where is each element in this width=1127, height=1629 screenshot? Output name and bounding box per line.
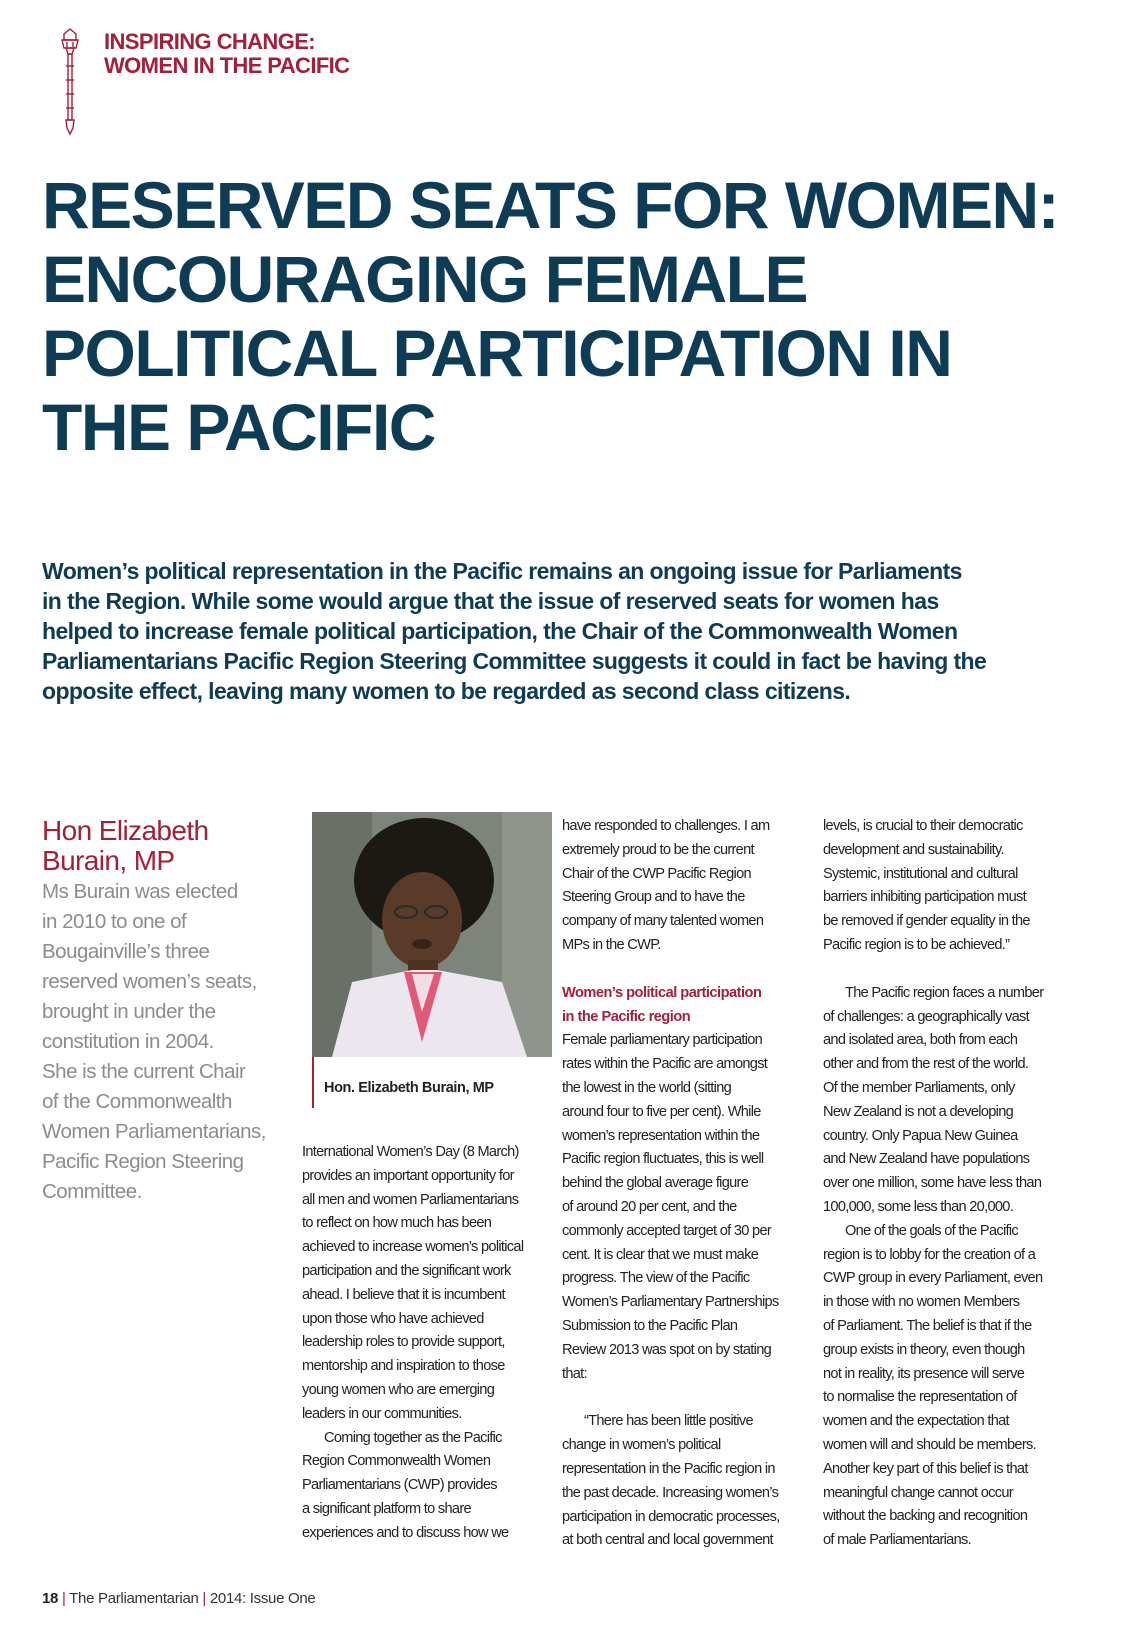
standfirst-line: Women’s political representation in the Pacific remains an ongoing issue for Parliaments [42, 558, 962, 584]
section-label-line: INSPIRING CHANGE: [104, 29, 316, 54]
body-line: upon those who have achieved [302, 1310, 484, 1327]
body-line: MPs in the CWP. [562, 936, 661, 953]
author-bio [42, 877, 292, 1207]
quote-line: the past decade. Increasing women’s [562, 1484, 779, 1501]
body-line: Steering Group and to have the [562, 889, 745, 906]
quote-line: barriers inhibiting participation must [823, 889, 1026, 906]
body-line: and isolated area, both from each [823, 1032, 1018, 1049]
photo-caption: Hon. Elizabeth Burain, MP [324, 1080, 494, 1096]
body-line: the lowest in the world (sitting [562, 1079, 732, 1096]
body-line: leaders in our communities. [302, 1405, 462, 1422]
body-line: Parliamentarians (CWP) provides [302, 1477, 497, 1494]
body-line: company of many talented women [562, 913, 764, 930]
body-line: country. Only Papua New Guinea [823, 1127, 1018, 1144]
body-line: women and the expectation that [823, 1413, 1009, 1430]
quote-line: participation in democratic processes, [562, 1508, 780, 1525]
body-line: behind the global average figure [562, 1175, 749, 1192]
body-line: without the backing and recognition [823, 1508, 1028, 1525]
author-name-line: Burain, MP [42, 845, 175, 876]
standfirst-line: opposite effect, leaving many women to be regarded as second class citizens. [42, 678, 851, 704]
quote-line: development and sustainability. [823, 841, 1004, 858]
author-bio-line: constitution in 2004. [42, 1030, 214, 1053]
publication-name: The Parliamentarian [69, 1590, 199, 1607]
article-column-3 [823, 815, 1068, 1553]
quote-line: levels, is crucial to their democratic [823, 818, 1023, 834]
body-line: of male Parliamentarians. [823, 1532, 971, 1549]
body-line: leadership roles to provide support, [302, 1334, 505, 1351]
body-line: to normalise the representation of [823, 1389, 1017, 1406]
quote-line: change in women’s political [562, 1437, 721, 1454]
body-line: Women’s Parliamentary Partnerships [562, 1294, 779, 1311]
section-subheading: Women’s political participation [562, 984, 762, 1001]
section-label-line: WOMEN IN THE PACIFIC [104, 53, 350, 78]
body-line: Chair of the CWP Pacific Region [562, 865, 751, 882]
body-line: Submission to the Pacific Plan [562, 1317, 738, 1334]
body-line: group exists in theory, even though [823, 1341, 1025, 1358]
section-label [104, 30, 349, 78]
author-bio-line: She is the current Chair [42, 1060, 246, 1083]
body-line: Coming together as the Pacific [324, 1429, 502, 1446]
headline-line: ENCOURAGING FEMALE [42, 242, 807, 316]
body-line: experiences and to discuss how we [302, 1524, 509, 1541]
body-line: progress. The view of the Pacific [562, 1270, 750, 1287]
body-line: One of the goals of the Pacific [845, 1222, 1018, 1239]
standfirst-line: Parliamentarians Pacific Region Steering Committee suggests it could in fact be having the [42, 648, 987, 674]
author-bio-line: of the Commonwealth [42, 1090, 232, 1113]
body-line: Female parliamentary participation [562, 1032, 763, 1049]
headline-line: THE PACIFIC [42, 390, 435, 464]
section-subheading: in the Pacific region [562, 1008, 691, 1025]
author-bio-line: Pacific Region Steering [42, 1150, 244, 1173]
page-footer [42, 1590, 315, 1607]
body-line: Pacific region fluctuates, this is well [562, 1151, 764, 1168]
body-line: Another key part of this belief is that [823, 1460, 1028, 1477]
article-standfirst [42, 556, 1082, 706]
body-line: of Parliament. The belief is that if the [823, 1317, 1032, 1334]
body-line: that: [562, 1365, 587, 1382]
author-bio-line: brought in under the [42, 1000, 216, 1023]
body-line: in those with no women Members [823, 1294, 1020, 1311]
body-line: of challenges: a geographically vast [823, 1008, 1030, 1025]
article-headline [42, 168, 1102, 464]
author-name [42, 816, 282, 876]
quote-line: be removed if gender equality in the [823, 913, 1030, 930]
author-name-line: Hon Elizabeth [42, 815, 209, 846]
body-line: ahead. I believe that it is incumbent [302, 1286, 505, 1303]
body-line: cent. It is clear that we must make [562, 1246, 759, 1263]
author-bio-line: Ms Burain was elected [42, 880, 238, 903]
body-line: other and from the rest of the world. [823, 1056, 1029, 1073]
body-line: young women who are emerging [302, 1381, 495, 1398]
quote-line: representation in the Pacific region in [562, 1460, 775, 1477]
body-line: a significant platform to share [302, 1500, 471, 1517]
body-line: region is to lobby for the creation of a [823, 1246, 1036, 1263]
quote-line: “There has been little positive [584, 1413, 753, 1430]
body-line: New Zealand is not a developing [823, 1103, 1014, 1120]
body-line: of around 20 per cent, and the [562, 1198, 737, 1215]
body-line: all men and women Parliamentarians [302, 1191, 519, 1208]
body-line: have responded to challenges. I am [562, 818, 770, 834]
author-bio-line: Bougainville’s three [42, 940, 210, 963]
author-bio-line: in 2010 to one of [42, 910, 187, 933]
quote-line: at both central and local government [562, 1532, 773, 1549]
body-line: around four to five per cent). While [562, 1103, 761, 1120]
footer-divider: | [61, 1590, 70, 1607]
headline-line: POLITICAL PARTICIPATION IN [42, 316, 952, 390]
body-line: mentorship and inspiration to those [302, 1358, 505, 1375]
body-line: 100,000, some less than 20,000. [823, 1198, 1014, 1215]
body-line: Review 2013 was spot on by stating [562, 1341, 772, 1358]
body-line: provides an important opportunity for [302, 1167, 514, 1184]
quote-line: Systemic, institutional and cultural [823, 865, 1018, 882]
body-line: not in reality, its presence will serve [823, 1365, 1025, 1382]
body-line: women’s representation within the [562, 1127, 760, 1144]
footer-divider: | [202, 1590, 210, 1607]
body-line: Of the member Parliaments, only [823, 1079, 1015, 1096]
body-line: commonly accepted target of 30 per [562, 1222, 772, 1239]
author-bio-line: Women Parliamentarians, [42, 1120, 266, 1143]
standfirst-line: helped to increase female political participation, the Chair of the Commonwealth Women [42, 618, 958, 644]
author-bio-line: Committee. [42, 1180, 142, 1203]
page-number: 18 [42, 1590, 59, 1607]
body-line: The Pacific region faces a number [845, 984, 1044, 1001]
body-line: and New Zealand have populations [823, 1151, 1030, 1168]
author-portrait-photo [312, 812, 552, 1057]
body-line: International Women’s Day (8 March) [302, 1144, 519, 1160]
issue-label: 2014: Issue One [209, 1590, 316, 1607]
body-line: over one million, some have less than [823, 1175, 1042, 1192]
headline-line: RESERVED SEATS FOR WOMEN: [42, 168, 1059, 242]
body-line: extremely proud to be the current [562, 841, 754, 858]
body-line: meaningful change cannot occur [823, 1484, 1013, 1501]
body-line: to reflect on how much has been [302, 1215, 492, 1232]
body-line: rates within the Pacific are amongst [562, 1056, 768, 1073]
body-line: CWP group in every Parliament, even [823, 1270, 1043, 1287]
article-column-2 [562, 815, 807, 1553]
author-bio-line: reserved women’s seats, [42, 970, 257, 993]
quote-line: Pacific region is to be achieved.” [823, 936, 1010, 953]
standfirst-line: in the Region. While some would argue that the issue of reserved seats for women has [42, 588, 939, 614]
article-column-1 [302, 1141, 547, 1546]
body-line: Region Commonwealth Women [302, 1453, 491, 1470]
ceremonial-mace-icon [58, 28, 82, 136]
body-line: women will and should be members. [823, 1436, 1036, 1453]
body-line: achieved to increase women’s political [302, 1239, 524, 1256]
body-line: participation and the significant work [302, 1262, 511, 1279]
